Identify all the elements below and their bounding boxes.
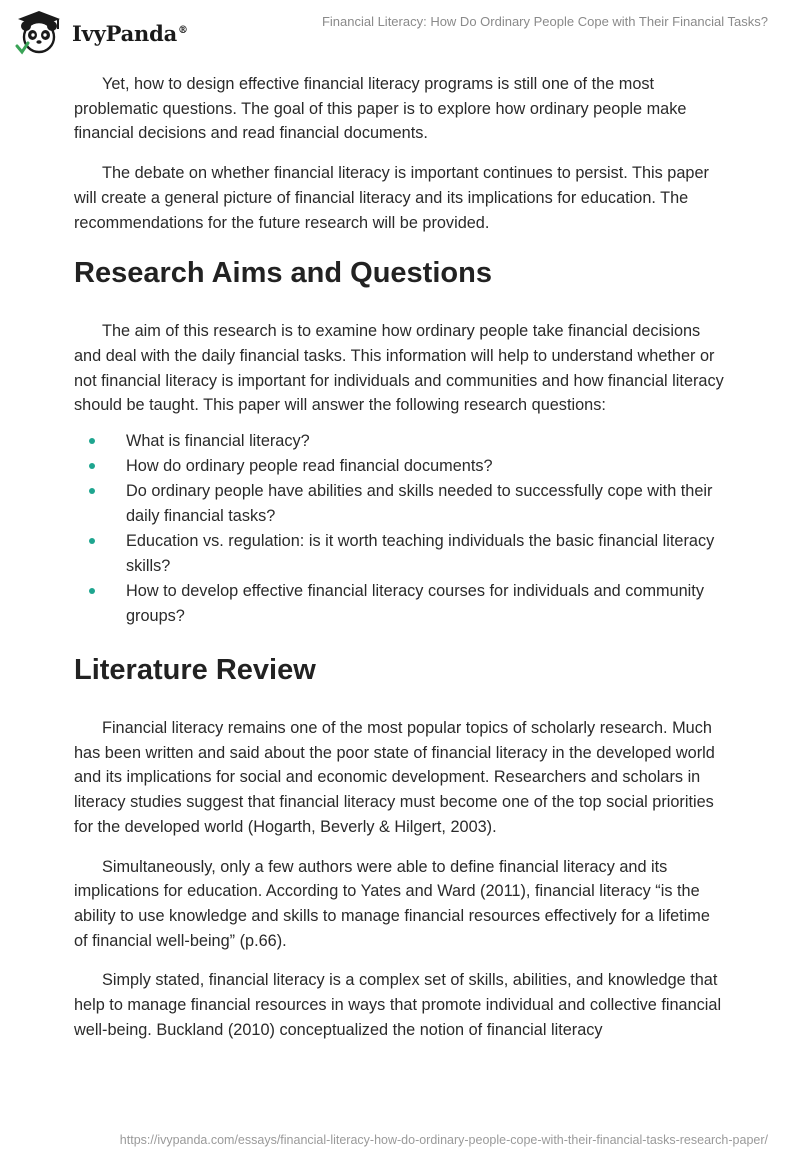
bullet-icon xyxy=(89,463,95,469)
section-heading-aims: Research Aims and Questions xyxy=(74,257,492,290)
document-body xyxy=(74,72,726,1057)
bullet-icon xyxy=(89,438,95,444)
list-item: Education vs. regulation: is it worth teaching individuals the basic financial literacy skills? xyxy=(74,529,726,579)
bullet-icon xyxy=(89,488,95,494)
panda-logo-icon xyxy=(14,10,64,56)
page-header xyxy=(0,0,800,64)
brand-name: IvyPanda® xyxy=(72,20,188,46)
document-title: Financial Literacy: How Do Ordinary People Cope with Their Financial Tasks? xyxy=(321,14,768,29)
intro-paragraph-2: The debate on whether financial literacy is important continues to persist. This paper will create a general picture of financial literacy and its implications for education. The recommendations for the future research will be provided. xyxy=(74,164,709,232)
review-paragraph-3: Simply stated, financial literacy is a complex set of skills, abilities, and knowledge that help to manage financial resources in ways that promote individual and collective financial well-being. Buckland (2010) conceptualized the notion of financial literacy xyxy=(74,971,722,1039)
list-item: Do ordinary people have abilities and skills needed to successfully cope with their daily financial tasks? xyxy=(74,479,726,529)
list-item: How to develop effective financial literacy courses for individuals and community groups? xyxy=(74,579,726,629)
aims-paragraph: The aim of this research is to examine how ordinary people take financial decisions and deal with the daily financial tasks. This information will help to understand whether or not financial literacy is important for individuals and communities and how financial literacy should be taught. This paper will answer the following research questions: xyxy=(74,322,724,415)
brand-logo[interactable] xyxy=(14,10,214,56)
bullet-icon xyxy=(89,538,95,544)
intro-paragraph-1: Yet, how to design effective financial literacy programs is still one of the most problematic questions. The goal of this paper is to explore how ordinary people make financial decisions and read financial documents. xyxy=(74,75,687,143)
bullet-icon xyxy=(89,588,95,594)
review-paragraph-1: Financial literacy remains one of the most popular topics of scholarly research. Much has been written and said about the poor state of financial literacy in the developed world and its implications for social and economic development. Researchers and scholars in literacy studies suggest that financial literacy must become one of the top social priorities for the developed world (Hogarth, Beverly & Hilgert, 2003). xyxy=(74,719,715,836)
source-url-link[interactable]: https://ivypanda.com/essays/financial-literacy-how-do-ordinary-people-cope-with-their-financial-tasks-research-paper/ xyxy=(119,1133,768,1147)
section-heading-literature-review: Literature Review xyxy=(74,654,316,687)
research-questions-list xyxy=(74,429,726,629)
review-paragraph-2: Simultaneously, only a few authors were able to define financial literacy and its implications for education. According to Yates and Ward (2011), financial literacy “is the ability to use knowledge and skills to manage financial resources effectively for a lifetime of financial well-being” (p.66). xyxy=(74,857,710,950)
list-item: How do ordinary people read financial documents? xyxy=(74,454,726,479)
list-item: What is financial literacy? xyxy=(74,429,726,454)
